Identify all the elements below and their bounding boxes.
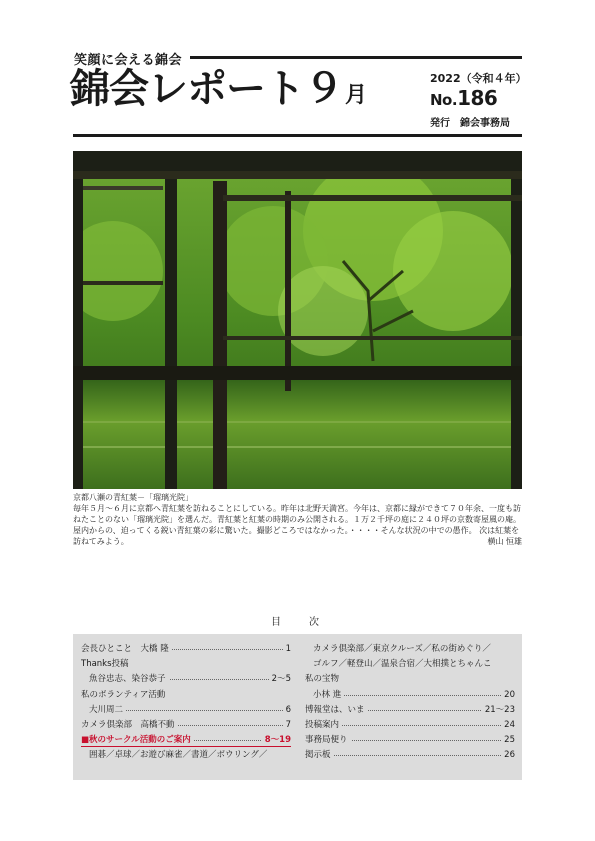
toc-entry	[81, 672, 291, 687]
toc-leader-dots	[305, 755, 515, 756]
toc-entry	[305, 657, 515, 672]
toc-left-column	[81, 642, 291, 764]
toc-entry-title: 投稿案内	[305, 720, 342, 730]
toc-entry	[81, 703, 291, 718]
toc-entry-title: カメラ倶楽部 高橋不動	[81, 720, 178, 730]
toc-entry	[305, 672, 515, 687]
toc-entry-title: カメラ倶楽部／東京クルーズ／私の街めぐり／	[313, 644, 494, 654]
caption-author: 横山 恒雄	[487, 537, 522, 546]
toc-entry-page: 25	[501, 733, 515, 748]
toc-entry	[305, 703, 515, 718]
cover-photo	[73, 151, 522, 489]
issue-number-value: 186	[457, 86, 498, 110]
toc-entry-page: 2〜5	[269, 672, 291, 687]
toc-entry	[305, 748, 515, 763]
toc-entry-title: 大川周二	[89, 705, 126, 715]
toc-entry-title: 囲碁／卓球／お遊び麻雀／書道／ボウリング／	[89, 750, 270, 760]
header-rule	[73, 134, 522, 137]
toc-heading: 目次	[271, 617, 347, 628]
toc-entry	[81, 642, 291, 657]
toc-entry	[81, 718, 291, 733]
toc-entry-page: 26	[501, 748, 515, 763]
toc-entry-title: ■秋のサークル活動のご案内	[81, 735, 194, 745]
toc-entry	[81, 733, 291, 748]
toc-entry-page: 8〜19	[262, 733, 291, 748]
cover-photo-illustration	[73, 151, 522, 489]
highlight-underline	[81, 746, 291, 747]
issue-year: 2022（令和４年）	[430, 72, 527, 85]
toc-entry	[305, 733, 515, 748]
toc-entry	[81, 688, 291, 703]
photo-caption	[73, 492, 522, 547]
caption-title: 京都八瀬の青紅葉－「瑠璃光院」	[73, 493, 193, 502]
table-of-contents	[73, 634, 522, 780]
toc-entry-title: 掲示板	[305, 750, 334, 760]
toc-entry-title: 博報堂は、いま	[305, 705, 368, 715]
toc-entry-title: 会長ひとこと 大橋 隆	[81, 644, 172, 654]
tagline: 笑顔に会える錦会	[74, 53, 183, 68]
toc-entry	[305, 688, 515, 703]
issue-prefix: No.	[430, 91, 458, 109]
toc-entry-page: 7	[283, 718, 291, 733]
toc-entry-title: ゴルフ／軽登山／温泉合宿／大相撲とちゃんこ	[313, 659, 495, 669]
toc-entry-title: Thanks投稿	[81, 659, 132, 669]
title-text: 錦会レポート９	[70, 66, 343, 112]
toc-entry-page: 21〜23	[482, 703, 515, 718]
toc-entry	[81, 657, 291, 672]
toc-entry-page: 1	[283, 642, 291, 657]
toc-entry-title: 私のボランティア活動	[81, 690, 168, 700]
toc-entry-title: 事務局便り	[305, 735, 351, 745]
toc-right-column	[305, 642, 515, 764]
toc-entry	[81, 748, 291, 763]
issue-number	[430, 88, 497, 108]
toc-entry-title: 私の宝物	[305, 674, 342, 684]
publisher: 発行 錦会事務局	[430, 118, 510, 129]
newsletter-title	[70, 66, 367, 112]
title-month-suffix: 月	[345, 83, 367, 108]
toc-entry-title: 魚谷忠志、染谷恭子	[89, 674, 169, 684]
tagline-rule	[190, 56, 522, 59]
toc-entry-page: 20	[501, 688, 515, 703]
caption-body: 毎年５月〜６月に京都へ青紅葉を訪ねることにしている。昨年は北野天満宮。今年は、京都に縁ができて７０年余、一度も訪ねたことのない「瑠璃光院」を選んだ。青紅葉と紅葉の時期のみ公開される。１万２千坪の庭に２４０坪の京数寄屋風の庵。屋内からの、迫ってくる鋭い青紅葉の彩に驚いた。撮影どころではなかった。・・・・そんな状況の中での愚作。 次は紅葉を訪ねてみよう。	[73, 504, 521, 546]
toc-entry-page: 6	[283, 703, 291, 718]
toc-entry	[305, 642, 515, 657]
toc-entry-page: 24	[501, 718, 515, 733]
toc-entry	[305, 718, 515, 733]
toc-entry-title: 小林 進	[313, 690, 344, 700]
